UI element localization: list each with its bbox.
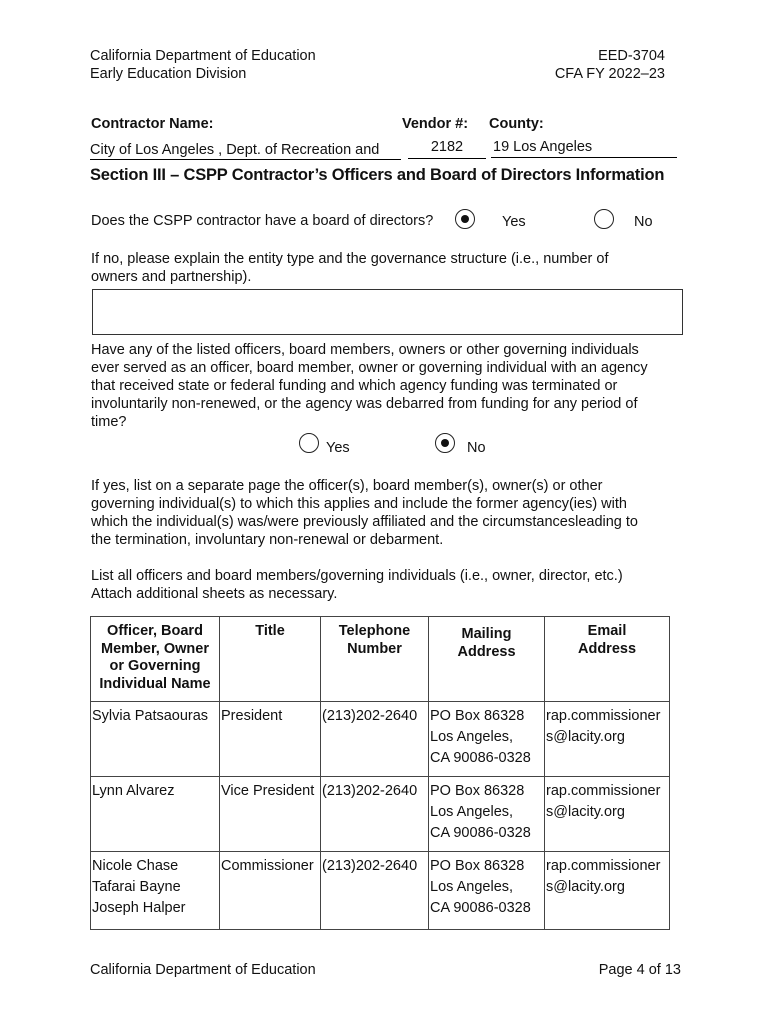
table-header-row	[91, 617, 670, 702]
officers-table	[90, 616, 670, 930]
q2-no-label: No	[467, 440, 486, 456]
cell-phone[interactable]: (213)202-2640	[321, 702, 429, 777]
q1-explain-line1: If no, please explain the entity type and the governance structure (i.e., number of	[91, 251, 609, 267]
cell-address[interactable]: PO Box 86328 Los Angeles, CA 90086-0328	[429, 852, 545, 930]
header-form-info	[555, 47, 665, 83]
form-year: CFA FY 2022–23	[554, 66, 665, 82]
q2-note-line: the termination, involuntary non-renewal or debarment.	[91, 532, 444, 548]
list-instructions-line2: Attach additional sheets as necessary.	[91, 586, 338, 602]
col-header-phone: Telephone Number	[321, 617, 429, 702]
cell-title[interactable]: Vice President	[220, 777, 321, 852]
q2-question	[91, 341, 648, 431]
cell-email[interactable]: rap.commissioner s@lacity.org	[545, 852, 670, 930]
q2-line: time?	[91, 414, 127, 430]
table-row	[91, 777, 670, 852]
form-id: EED-3704	[598, 48, 665, 64]
radio-selected-dot	[461, 215, 469, 223]
q2-note-line: governing individual(s) to which this applies and include the former agency(ies) with	[91, 496, 627, 512]
q1-explain-input[interactable]	[92, 289, 683, 335]
col-header-email: Email Address	[545, 617, 670, 702]
q1-no-radio[interactable]	[594, 209, 614, 229]
contractor-name-label: Contractor Name:	[91, 116, 214, 132]
col-header-name: Officer, Board Member, Owner or Governing Individual Name	[91, 617, 220, 702]
q2-line: involuntarily non-renewed, or the agency was debarred from funding for any period of	[91, 396, 638, 412]
q1-explain-line2: owners and partnership).	[91, 269, 252, 285]
q2-line: that received state or federal funding and which agency funding was terminated or	[91, 378, 618, 394]
cell-address[interactable]: PO Box 86328 Los Angeles, CA 90086-0328	[429, 777, 545, 852]
contractor-name-field[interactable]: City of Los Angeles , Dept. of Recreation and	[90, 141, 401, 160]
q2-line: ever served as an officer, board member, owner or governing individual with an agency	[91, 360, 648, 376]
cell-name[interactable]: Nicole Chase Tafarai Bayne Joseph Halper	[91, 852, 220, 930]
cell-phone[interactable]: (213)202-2640	[321, 852, 429, 930]
cell-title[interactable]: Commissioner	[220, 852, 321, 930]
q2-no-radio[interactable]	[435, 433, 455, 453]
header-org	[90, 47, 316, 83]
list-instructions-line1: List all officers and board members/governing individuals (i.e., owner, director, etc.)	[91, 568, 623, 584]
cell-phone[interactable]: (213)202-2640	[321, 777, 429, 852]
section-title: Section III – CSPP Contractor’s Officers and Board of Directors Information	[90, 166, 665, 184]
header-org-line1: California Department of Education	[90, 48, 316, 64]
radio-selected-dot	[441, 439, 449, 447]
cell-name[interactable]: Sylvia Patsaouras	[91, 702, 220, 777]
county-label: County:	[489, 116, 544, 132]
cell-title[interactable]: President	[220, 702, 321, 777]
vendor-label: Vendor #:	[402, 116, 469, 132]
q1-no-label: No	[634, 214, 653, 230]
list-instructions	[91, 567, 623, 603]
cell-email[interactable]: rap.commissioner s@lacity.org	[545, 702, 670, 777]
county-field[interactable]: 19 Los Angeles	[491, 138, 677, 158]
table-row	[91, 852, 670, 930]
q1-yes-radio[interactable]	[455, 209, 475, 229]
col-header-title: Title	[220, 617, 321, 702]
q2-note	[91, 477, 638, 549]
table-row	[91, 702, 670, 777]
cell-name[interactable]: Lynn Alvarez	[91, 777, 220, 852]
vendor-number-field[interactable]: 2182	[408, 138, 486, 159]
q2-yes-label: Yes	[326, 440, 350, 456]
q2-yes-radio[interactable]	[299, 433, 319, 453]
page-number: Page 4 of 13	[598, 962, 681, 978]
q1-explain-prompt	[91, 250, 608, 286]
footer-org: California Department of Education	[90, 962, 316, 978]
q1-yes-label: Yes	[502, 214, 526, 230]
q2-note-line: If yes, list on a separate page the officer(s), board member(s), owner(s) or other	[91, 478, 603, 494]
col-header-address: Mailing Address	[429, 617, 545, 702]
cell-address[interactable]: PO Box 86328 Los Angeles, CA 90086-0328	[429, 702, 545, 777]
q1-question: Does the CSPP contractor have a board of directors?	[91, 213, 434, 229]
header-org-line2: Early Education Division	[90, 66, 247, 82]
q2-note-line: which the individual(s) was/were previously affiliated and the circumstancesleading to	[91, 514, 638, 530]
q2-line: Have any of the listed officers, board members, owners or other governing individuals	[91, 342, 639, 358]
cell-email[interactable]: rap.commissioner s@lacity.org	[545, 777, 670, 852]
